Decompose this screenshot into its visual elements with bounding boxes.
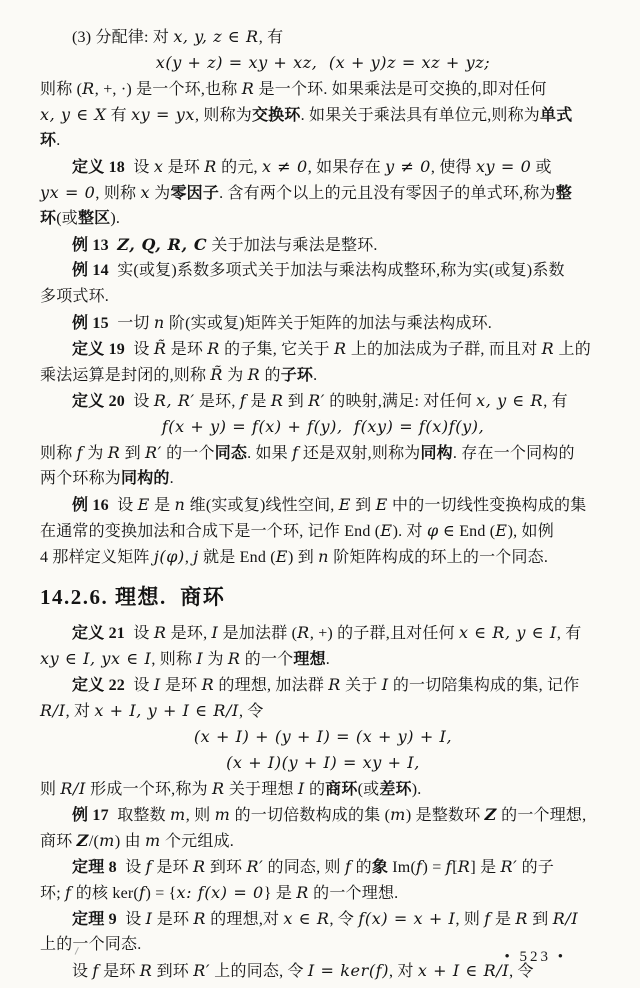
text-segment: 是环 [98,963,140,980]
text-line [40,646,606,672]
text-segment: . [313,367,318,384]
text-segment: 是 [246,393,271,410]
text-segment: ) 是整数环 [405,807,485,824]
text-segment: 设 [125,341,154,358]
text-segment: (3) 分配律: 对 [72,29,174,46]
math-segment: R/I [60,779,86,798]
math-segment: R [153,623,167,642]
math-segment: f [484,909,491,928]
math-segment: I [381,675,389,694]
text-segment: , 令 [238,703,264,720]
text-segment: 的子集, 它关于 [219,341,334,358]
math-segment: I [297,779,305,798]
text-segment: 设 [116,859,146,876]
text-segment: 4 那样定义矩阵 [40,549,154,566]
math-segment: x(y + z) = xy + xz, (x + y)z = xz + yz; [155,53,491,72]
text-segment: 的理想, 加法群 [214,677,329,694]
math-segment: x ≠ 0 [261,157,308,176]
bold-term: 例 14 [72,262,109,279]
math-segment: R′ [145,443,162,462]
math-segment: R [107,443,121,462]
math-segment: f [344,857,352,876]
text-segment: 到 [120,445,146,462]
text-segment: . 如果 [247,445,293,462]
text-segment: 维(实或复)线性空间, [185,497,339,514]
bold-term: 商环 [325,781,358,798]
math-segment: f [76,443,84,462]
text-segment: 是环 [166,341,208,358]
math-segment: m [390,805,406,824]
text-segment: 的映射,满足: 对任何 [325,393,477,410]
math-segment: R′ [500,857,518,876]
text-segment: [ [452,859,458,876]
text-segment: 的一个 [240,651,294,668]
bold-term: 定义 19 [72,341,126,358]
bold-term: 象 [371,859,389,876]
math-segment: xy ∈ I, yx ∈ I [40,649,152,668]
text-line [40,440,606,466]
math-segment: x, y, z ∈ R [173,27,259,46]
text-segment: , 对 [389,963,418,980]
math-segment: x [153,157,164,176]
bold-term: 整 [555,185,572,202]
text-segment: 取整数 [108,807,171,824]
bold-term: 例 16 [72,497,109,514]
text-segment: ] 是 [470,859,501,876]
text-segment: , 有 [258,29,284,46]
text-segment: 的子 [517,859,555,876]
math-segment: R [247,365,261,384]
math-segment: m [170,805,186,824]
text-line [40,232,606,258]
math-segment: f [145,857,153,876]
text-segment: 到 [283,393,309,410]
text-segment: ) = { [145,885,177,902]
text-segment [109,237,117,254]
text-segment: , 则称 [151,651,197,668]
math-segment: f [445,857,453,876]
text-line [40,544,606,570]
section-heading [40,582,606,612]
math-segment: xy = 0 [475,157,532,176]
math-segment: I [145,909,153,928]
math-segment: R̃ [210,365,224,384]
text-segment: } 是 [263,885,297,902]
text-segment: . 含有两个以上的元且没有零因子的单式环,称为 [219,185,556,202]
math-segment: x [140,183,151,202]
math-segment: R′ [308,391,326,410]
text-segment: 商环 [40,833,77,850]
text-segment: 设 [125,677,154,694]
math-segment: (x + I) + (y + I) = (x + y) + I, [193,727,453,746]
text-segment: (或 [56,210,78,227]
math-segment: f [292,443,299,462]
text-segment: (或 [357,781,380,798]
text-segment: 到环 [205,859,247,876]
text-segment: 的一个 [161,445,215,462]
bold-term: 子环 [280,367,314,384]
text-line [40,206,606,232]
math-segment: f(x + y) = f(x) + f(y), f(xy) = f(x)f(y), [161,417,485,436]
math-segment: R [515,909,529,928]
math-segment: E [137,495,150,514]
text-segment: 关于理想 [224,781,298,798]
text-line [40,518,606,544]
text-segment: 就是 End ( [198,549,276,566]
bold-term: 零因子 [170,185,220,202]
text-line [40,102,606,128]
text-segment: . [325,651,330,668]
text-segment: , 则 [455,911,485,928]
text-line [40,906,606,932]
bold-term: 理想 [293,651,326,668]
equation-line [40,50,606,76]
text-segment: , 则称 [95,185,141,202]
bold-term: 环 [40,210,57,227]
math-segment: E [375,495,388,514]
text-segment: , 令 [509,963,534,980]
text-segment: 还是双射,则称为 [298,445,421,462]
math-segment: R [204,157,217,176]
math-segment: R/I [40,701,66,720]
text-segment: ). [411,781,422,798]
text-segment: , 如果存在 [307,159,386,176]
text-segment: ). [110,210,121,227]
text-segment: 设 [125,159,154,176]
text-segment: Im( [388,859,416,876]
text-segment: 的同态, 则 [263,859,345,876]
text-line [40,24,606,50]
text-segment: , 令 [329,911,359,928]
math-segment: xy = yx [131,105,195,124]
text-line [40,154,606,180]
text-segment: 乘法运算是封闭的,则称 [40,367,211,384]
bold-term: 同构的 [121,470,170,487]
text-segment: 的 [304,781,326,798]
page-number: • 523 • [504,949,566,965]
text-segment: 到环 [152,963,194,980]
text-segment: 的元, [216,159,262,176]
text-segment: 设 [125,625,154,642]
text-segment: , 使得 [430,159,476,176]
text-segment: 的一个理想, [496,807,587,824]
text-segment: 的一个理想. [308,885,399,902]
text-line [40,362,606,388]
bold-term: 定义 21 [72,625,126,642]
text-segment: 设 [108,497,138,514]
math-segment: f [138,883,146,902]
math-segment: I [196,649,204,668]
bold-term: 定义 20 [72,393,126,410]
math-segment: φ [426,521,439,540]
text-segment: /( [88,833,100,850]
text-segment: . [56,132,61,149]
bold-term: 定理 9 [72,911,117,928]
text-line [40,310,606,336]
math-segment: R [192,857,206,876]
math-segment: m [99,831,115,850]
text-segment: 两个环称为 [40,470,122,487]
math-segment: m [145,831,161,850]
text-line [40,258,606,284]
text-segment: 阶矩阵构成的环上的一个同态. [329,549,549,566]
text-segment: , +, ·) 是一个环,也称 [94,81,242,98]
bold-term: 例 17 [72,807,109,824]
text-line [40,128,606,154]
bold-term: 例 15 [72,315,109,332]
text-segment: 设 [72,963,93,980]
text-segment: 的一切陪集构成的集, 记作 [388,677,580,694]
math-segment: I [153,675,161,694]
text-line [40,180,606,206]
math-segment: y ≠ 0 [385,157,431,176]
text-segment: ) = [422,859,446,876]
text-segment: , 则 [185,807,215,824]
math-segment: R [328,675,341,694]
math-segment: x ∈ R, y ∈ I [458,623,557,642]
text-segment: 是 [149,497,175,514]
math-segment: R [270,391,284,410]
equation-line [40,724,606,750]
text-line [40,854,606,880]
text-segment: . 如果关于乘法具有单位元,则称为 [300,107,540,124]
text-line [40,802,606,828]
text-line [40,466,606,492]
text-segment: 阶(实或复)矩阵关于矩阵的加法与乘法构成环. [164,315,492,332]
math-segment: R [297,623,310,642]
math-segment: E [275,547,289,566]
math-segment: R [241,79,255,98]
bold-term: 定理 8 [72,859,117,876]
bold-term: 定义 22 [72,677,126,694]
text-segment: 是环, [166,625,212,642]
text-segment: , 有 [556,625,582,642]
math-segment: x + I, y + I ∈ R/I [94,701,239,720]
math-segment: j(φ) [153,547,185,566]
math-segment: x, y ∈ X [40,105,107,124]
text-segment: 到 [350,497,376,514]
equation-line [40,750,606,776]
math-segment: R̃ [153,339,167,358]
math-segment: R [211,779,225,798]
text-segment: 是环 [152,911,194,928]
text-segment: . [169,470,174,487]
math-segment: E [338,495,351,514]
math-segment: f [415,857,423,876]
text-segment: , 则称为 [194,107,252,124]
text-segment: 上的加法成为子群, 而且对 [346,341,542,358]
math-segment: R [207,339,220,358]
text-segment: , [184,549,194,566]
bold-term: 交换环 [251,107,301,124]
math-segment: x, y ∈ R [476,391,544,410]
text-segment: 为 [223,367,248,384]
text-segment: 则 [40,781,61,798]
math-segment: R [333,339,347,358]
math-segment: yx = 0 [40,183,96,202]
math-segment: R [201,675,215,694]
text-segment: 形成一个环,称为 [85,781,212,798]
math-segment: R′ [193,961,211,980]
bold-term: 单式 [540,107,573,124]
text-segment: 个元组成. [160,833,234,850]
bold-term: 同态 [214,445,248,462]
text-segment: 上的一个同态. [40,936,142,953]
text-segment: 关于 [340,677,382,694]
math-segment: R [457,857,471,876]
text-segment: 是 [490,911,516,928]
math-segment: I [211,623,219,642]
math-segment: Z, Q, R, C [117,235,208,254]
math-segment: R [139,961,153,980]
text-segment: 是环, [194,393,240,410]
text-line [40,672,606,698]
text-line [40,828,606,854]
text-segment: 多项式环. [40,288,110,305]
text-line [40,880,606,906]
text-segment: ) 由 [114,833,145,850]
equation-line [40,414,606,440]
math-segment: n [318,547,330,566]
math-segment: x ∈ R [283,909,330,928]
bold-term: 环 [40,132,57,149]
text-segment: 的核 ker( [71,885,139,902]
math-segment: f(x) = x + I [358,909,456,928]
bold-term: 差环 [379,781,412,798]
text-segment: , 对 [65,703,95,720]
text-segment: 则称 [40,445,77,462]
text-segment: 是环 [163,159,205,176]
text-segment: ) 到 [288,549,319,566]
text-segment: , +) 的子群,且对任何 [309,625,459,642]
math-segment: R′ [246,857,264,876]
bold-term: 定义 18 [72,159,126,176]
text-segment: 14.2.6. 理想. 商环 [40,585,226,609]
text-segment: , 有 [543,393,568,410]
text-segment: 有 [106,107,132,124]
text-segment: 是环 [152,859,193,876]
text-segment: 的理想,对 [206,911,284,928]
math-segment: x: f(x) = 0 [176,883,264,902]
text-segment: 在通常的变换加法和合成下是一个环, 记作 End ( [40,523,381,540]
math-segment: R [82,79,95,98]
text-segment: ∈ End ( [438,523,496,540]
math-segment: R [227,649,241,668]
text-segment: 实(或复)系数多项式关于加法与乘法构成整环,称为实(或复)系数 [108,262,565,279]
bold-term: 整区 [77,210,111,227]
math-segment: f [92,961,99,980]
text-segment: 是加法群 ( [218,625,298,642]
text-segment: ), 如例 [507,523,554,540]
math-segment: R/I [552,909,579,928]
text-line [40,388,606,414]
math-segment: f [65,883,72,902]
text-segment: 上的 [554,341,591,358]
text-segment: 为 [203,651,228,668]
math-segment: f [239,391,247,410]
text-segment: 环; [40,885,66,902]
math-segment: Z [484,805,497,824]
text-segment: ). 对 [392,523,427,540]
math-segment: R, R′ [153,391,195,410]
text-line [40,492,606,518]
text-segment: 到 [528,911,553,928]
text-segment: 是环 [160,677,202,694]
text-segment: . 存在一个同构的 [452,445,575,462]
text-segment: 的 [260,367,281,384]
math-segment: E [495,521,508,540]
math-segment: R [296,883,309,902]
math-segment: I = ker(f) [307,961,390,980]
math-segment: (x + I)(y + I) = xy + I, [226,753,420,772]
text-line [40,698,606,724]
text-segment: 设 [116,911,146,928]
math-segment: n [153,313,165,332]
text-segment: 的一切倍数构成的集 ( [230,807,391,824]
text-segment: 则称 ( [40,81,83,98]
math-segment: n [174,495,186,514]
text-segment: 为 [150,185,171,202]
bold-term: 例 13 [72,237,109,254]
bold-term: 同构 [420,445,453,462]
text-segment: 设 [125,393,154,410]
text-segment: 中的一切线性变换构成的集 [387,497,587,514]
text-line [40,776,606,802]
text-line [40,620,606,646]
text-segment: 上的同态, 令 [210,963,308,980]
math-segment: Z [76,831,89,850]
math-segment: E [380,521,393,540]
math-segment: m [214,805,231,824]
text-segment: 或 [531,159,552,176]
text-segment: 为 [83,445,108,462]
text-line [40,76,606,102]
math-segment: R [193,909,207,928]
math-segment: x + I ∈ R/I [417,961,510,980]
text-segment: 一切 [108,315,154,332]
text-segment: 关于加法与乘法是整环. [207,237,378,254]
math-segment: j [193,547,199,566]
math-segment: R [541,339,555,358]
text-line [40,284,606,310]
text-segment: 是一个环. 如果乘法是可交换的,即对任何 [254,81,547,98]
text-segment: 的 [351,859,372,876]
text-line [40,336,606,362]
